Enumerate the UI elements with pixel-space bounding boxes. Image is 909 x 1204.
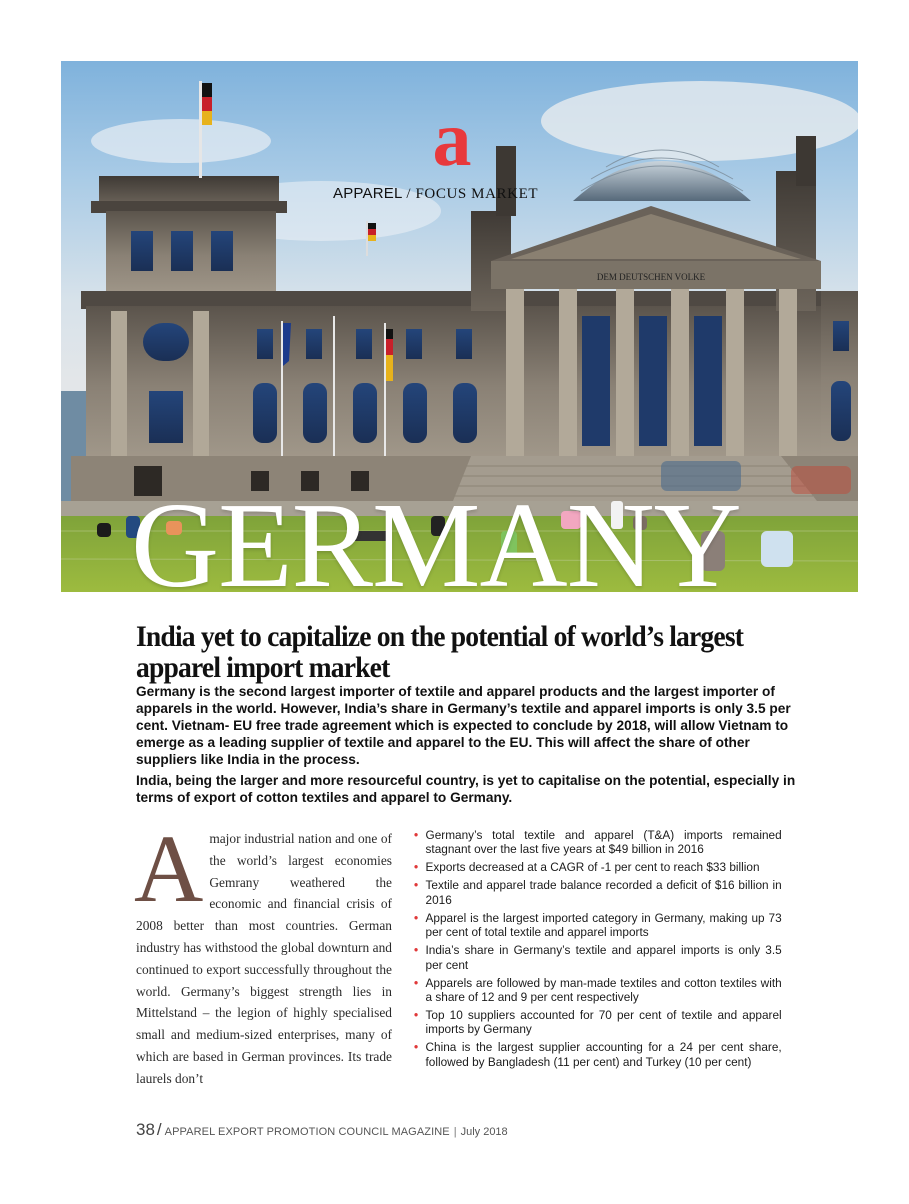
footer-slash: / bbox=[156, 1120, 162, 1139]
body-text: major industrial nation and one of the world’s largest economies Gemrany weathered the economic and financial crisis of 2008 better than most countries. German industry has withstood the global downturn and continued to export successfully throughout the world. Germany’s biggest strength lies in Mittelstand – the legion of highly specialised small and medium-sized enterprises, many of which are based in German provinces. Its trade laurels don’t bbox=[136, 831, 392, 1086]
kicker-separator: / bbox=[406, 186, 412, 202]
highlight-text: Textile and apparel trade balance recorded a deficit of $16 billion in 2016 bbox=[425, 878, 782, 907]
highlight-item bbox=[414, 976, 782, 1005]
bullet-icon: • bbox=[414, 828, 419, 842]
kicker-topic: FOCUS MARKET bbox=[415, 186, 539, 202]
hero-photo bbox=[61, 61, 858, 592]
issue-date: July 2018 bbox=[460, 1126, 508, 1138]
page-footer bbox=[136, 1120, 508, 1140]
highlight-text: Apparel is the largest imported category in Germany, making up 73 per cent of total textile and apparel imports bbox=[425, 910, 782, 940]
bullet-icon: • bbox=[414, 1008, 419, 1023]
country-title: GERMANY bbox=[131, 478, 741, 592]
highlight-text: Exports decreased at a CAGR of -1 per cent to reach $33 billion bbox=[425, 860, 760, 875]
inscription-text: DEM DEUTSCHEN VOLKE bbox=[596, 272, 706, 282]
article-standfirst bbox=[136, 683, 796, 810]
bullet-icon: • bbox=[414, 943, 419, 958]
page-number: 38 bbox=[136, 1120, 155, 1139]
standfirst-paragraph: India, being the larger and more resourceful country, is yet to capitalise on the potential, especially in terms of export of cotton textiles and apparel to Germany. bbox=[136, 773, 796, 805]
footer-separator: | bbox=[453, 1126, 457, 1138]
body-column-left bbox=[134, 815, 392, 1090]
highlight-item bbox=[414, 911, 782, 940]
drop-cap: A bbox=[134, 815, 204, 922]
highlight-item bbox=[414, 1040, 782, 1069]
bullet-icon: • bbox=[414, 910, 419, 925]
article-headline: India yet to capitalize on the potential of world’s largest apparel import market bbox=[136, 620, 744, 685]
bullet-icon: • bbox=[414, 860, 419, 875]
highlight-text: India’s share in Germany’s textile and apparel imports is only 3.5 per cent bbox=[425, 943, 782, 972]
section-kicker bbox=[333, 185, 538, 203]
kicker-section: APPAREL bbox=[333, 185, 402, 202]
highlight-text: Germany’s total textile and apparel (T&A) imports remained stagnant over the last five years at $49 billion in 2016 bbox=[425, 828, 782, 857]
highlights-column bbox=[414, 828, 782, 1073]
standfirst-paragraph: Germany is the second largest importer of textile and apparel products and the largest importer of apparels in the world. However, India’s share in Germany’s textile and apparel imports is only 3.5 per cent. Vietnam- EU free trade agreement which is expected to conclude by 2018, will allow Vietnam to emerge as a leading supplier of textile and apparel to the EU. This will affect the share of other suppliers like India in the process. bbox=[136, 684, 791, 767]
highlight-item bbox=[414, 1008, 782, 1037]
publication-name: APPAREL EXPORT PROMOTION COUNCIL MAGAZINE bbox=[164, 1126, 450, 1138]
highlight-item bbox=[414, 878, 782, 907]
highlight-item bbox=[414, 860, 782, 874]
highlights-list bbox=[414, 828, 782, 1069]
bullet-icon: • bbox=[414, 878, 419, 893]
brand-logo-icon bbox=[417, 105, 487, 175]
highlight-item bbox=[414, 943, 782, 972]
highlight-text: Apparels are followed by man-made textiles and cotton textiles with a share of 12 and 9 per cent respectively bbox=[425, 975, 782, 1004]
bullet-icon: • bbox=[414, 1040, 419, 1055]
highlight-item bbox=[414, 828, 782, 857]
brand-letter: a bbox=[432, 105, 472, 175]
highlight-text: China is the largest supplier accounting for a 24 per cent share, followed by Bangladesh (11 per cent) and Turkey (10 per cent) bbox=[425, 1040, 782, 1069]
bullet-icon: • bbox=[414, 975, 419, 990]
highlight-text: Top 10 suppliers accounted for 70 per cent of textile and apparel imports by Germany bbox=[425, 1008, 782, 1037]
